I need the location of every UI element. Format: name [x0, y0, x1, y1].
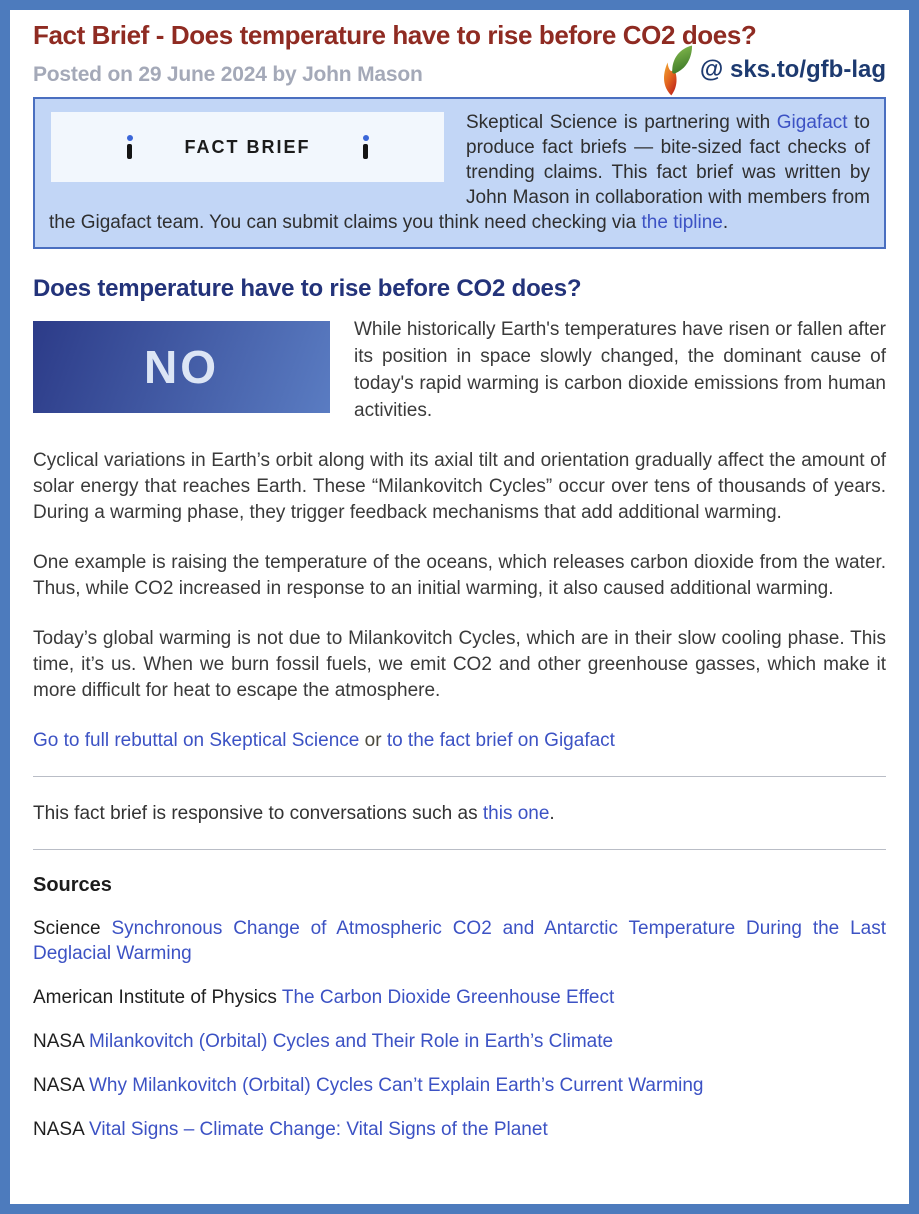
- source-link-science-synchronous-change[interactable]: Synchronous Change of Atmospheric CO2 and Antarctic Temperature During the Last Deglacial Warming: [33, 918, 887, 964]
- full-rebuttal-link[interactable]: Go to full rebuttal on Skeptical Science: [33, 730, 360, 751]
- sources-list: [33, 916, 886, 1142]
- fact-brief-badge-label: FACT BRIEF: [184, 136, 311, 157]
- skeptical-science-flame-icon: [661, 44, 693, 96]
- answer-section: [33, 321, 886, 424]
- share-url: @ sks.to/gfb-lag: [699, 56, 886, 83]
- source-link-aip-greenhouse-effect[interactable]: The Carbon Dioxide Greenhouse Effect: [281, 987, 615, 1008]
- answer-summary: While historically Earth's temperatures have risen or fallen after its position in space slowly changed, the dominant cause of today's rapid warming is carbon dioxide emissions from human activities.: [354, 319, 886, 421]
- info-icon: [127, 135, 133, 159]
- question-heading: Does temperature have to rise before CO2 does?: [33, 275, 582, 302]
- source-item: [33, 916, 886, 966]
- gigafact-fact-brief-link[interactable]: to the fact brief on Gigafact: [386, 730, 615, 751]
- source-link-nasa-why-milankovitch[interactable]: Why Milankovitch (Orbital) Cycles Can’t Explain Earth’s Current Warming: [88, 1075, 704, 1096]
- divider: [33, 849, 886, 850]
- source-publisher: NASA: [33, 1031, 84, 1052]
- paragraph-milankovitch-cycles: Cyclical variations in Earth’s orbit along with its axial tilt and orientation gradually affect the amount of solar energy that reaches Earth. These “Milankovitch Cycles” occur over tens of thousands of years. During a warming phase, they trigger feedback mechanisms that add additional warming.: [33, 450, 886, 523]
- conversation-link[interactable]: this one: [482, 803, 550, 824]
- fact-brief-badge: [51, 112, 444, 182]
- source-publisher: Science: [33, 918, 101, 939]
- byline: Posted on 29 June 2024 by John Mason: [33, 63, 423, 86]
- page-title: Fact Brief - Does temperature have to rise before CO2 does?: [33, 20, 757, 50]
- responsive-note: [33, 803, 886, 825]
- gigafact-link[interactable]: Gigafact: [776, 112, 848, 133]
- answer-text: NO: [144, 341, 219, 393]
- source-link-nasa-milankovitch-cycles[interactable]: Milankovitch (Orbital) Cycles and Their Role in Earth’s Climate: [88, 1031, 614, 1052]
- cta-links: [33, 730, 886, 752]
- info-icon: [363, 135, 369, 159]
- source-item: [33, 985, 886, 1010]
- source-publisher: American Institute of Physics: [33, 987, 277, 1008]
- cta-separator: or: [359, 730, 387, 751]
- paragraph-todays-warming: Today’s global warming is not due to Milankovitch Cycles, which are in their slow cooling phase. This time, it’s us. When we burn fossil fuels, we emit CO2 and other greenhouse gasses, which make it more difficult for heat to escape the atmosphere.: [33, 628, 886, 701]
- divider: [33, 776, 886, 777]
- source-item: [33, 1029, 886, 1054]
- paragraph-ocean-example: One example is raising the temperature of the oceans, which releases carbon dioxide from the water. Thus, while CO2 increased in response to an initial warming, it also caused additional warming.: [33, 552, 886, 599]
- source-publisher: NASA: [33, 1075, 84, 1096]
- source-link-nasa-vital-signs[interactable]: Vital Signs – Climate Change: Vital Signs of the Planet: [88, 1119, 548, 1140]
- source-publisher: NASA: [33, 1119, 84, 1140]
- note-text-segment: This fact brief is responsive to conversations such as: [33, 803, 483, 824]
- intro-text-segment: Skeptical Science is partnering with: [466, 112, 777, 133]
- source-item: [33, 1117, 886, 1142]
- page-header: [33, 20, 886, 87]
- sources-heading: Sources: [33, 874, 112, 896]
- share-badge[interactable]: [661, 44, 886, 96]
- answer-no-box: [33, 321, 330, 413]
- intro-text-segment: to produce fact briefs — bite-sized fact checks of trending claims. This fact brief was written by John Mason in collaboration with members from the Gigafact team. You can submit claims you think need checking via: [49, 112, 870, 233]
- tipline-link[interactable]: the tipline: [641, 212, 723, 233]
- fact-brief-intro-box: [33, 97, 886, 249]
- note-text-segment: .: [549, 803, 555, 824]
- source-item: [33, 1073, 886, 1098]
- intro-text-segment: .: [722, 212, 729, 233]
